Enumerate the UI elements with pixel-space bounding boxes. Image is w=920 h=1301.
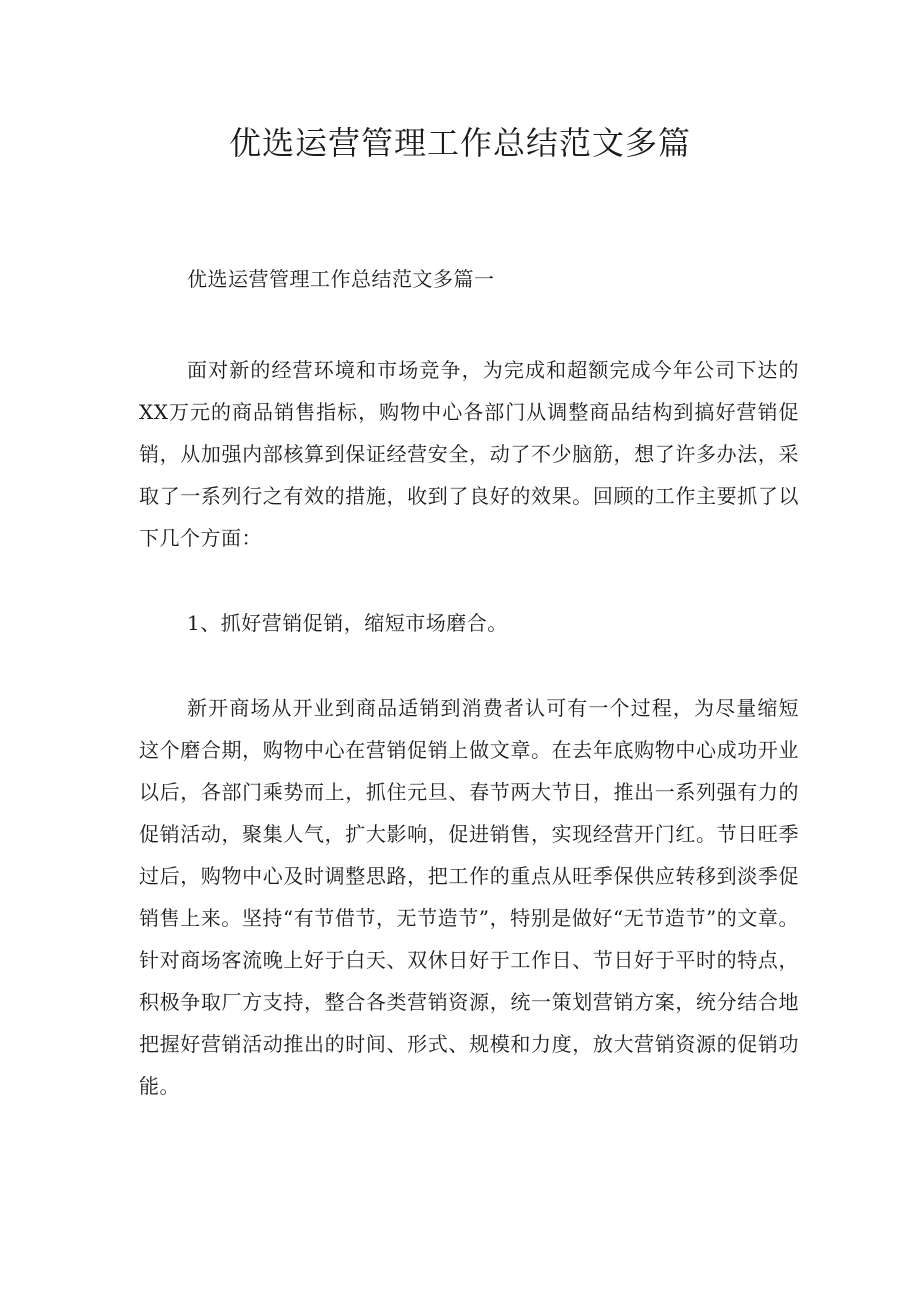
list-heading: 1、抓好营销促销，缩短市场磨合。 [187,611,508,635]
document-body [139,258,799,1107]
body-paragraph: 面对新的经营环境和市场竞争，为完成和超额完成今年公司下达的XX万元的商品销售指标，购物中心各部门从调整商品结构到搞好营销促销，从加强内部核算到保证经营安全，动了不少脑筋，想了许多办法，采取了一系列行之有效的措施，收到了良好的效果。回顾的工作主要抓了以下几个方面： [139,358,799,550]
section-heading: 优选运营管理工作总结范文多篇一 [187,267,495,291]
body-paragraph: 新开商场从开业到商品适销到消费者认可有一个过程，为尽量缩短这个磨合期，购物中心在营销促销上做文章。在去年底购物中心成功开业以后，各部门乘势而上，抓住元旦、春节两大节日，推出一系列强有力的促销活动，聚集人气，扩大影响，促进销售，实现经营开门红。节日旺季过后，购物中心及时调整思路，把工作的重点从旺季保供应转移到淡季促销售上来。坚持“有节借节，无节造节”，特别是做好“无节造节”的文章。针对商场客流晚上好于白天、双休日好于工作日、节日好于平时的特点，积极争取厂方支持，整合各类营销资源，统一策划营销方案，统分结合地把握好营销活动推出的时间、形式、规模和力度，放大营销资源的促销功能。 [139,696,799,1098]
document-title: 优选运营管理工作总结范文多篇 [228,124,691,162]
